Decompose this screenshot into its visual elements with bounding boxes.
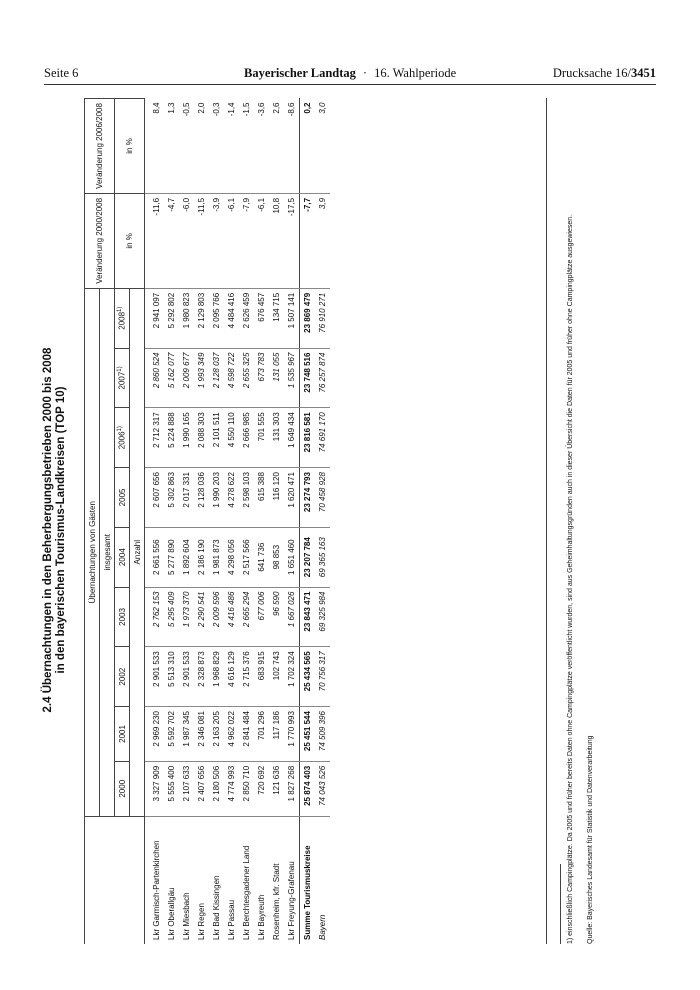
cell-2001: 5 592 702 bbox=[164, 707, 179, 762]
year-header: 2004 bbox=[115, 527, 130, 587]
cell-2003: 4 416 486 bbox=[224, 587, 239, 647]
cell-2000: 74 043 526 bbox=[315, 761, 330, 816]
cell-2006: 74 691 170 bbox=[315, 408, 330, 468]
table-bottom-rule bbox=[546, 98, 547, 944]
cell-2003: 5 295 409 bbox=[164, 587, 179, 647]
cell-2008: 4 484 416 bbox=[224, 288, 239, 348]
cell-2003: 677 006 bbox=[254, 587, 269, 647]
unit-percent: in % bbox=[115, 99, 145, 194]
cell-change-2006-2008: -8,6 bbox=[284, 99, 300, 194]
year-header-text: 2006 bbox=[117, 431, 127, 450]
table-row bbox=[209, 99, 224, 945]
cell-2000: 25 874 403 bbox=[300, 761, 316, 816]
year-header bbox=[115, 348, 130, 408]
cell-2007: 23 748 516 bbox=[300, 348, 316, 408]
cell-change-2000-2008: -7,9 bbox=[239, 193, 254, 288]
table-row bbox=[145, 99, 165, 945]
cell-change-2000-2008: -6,1 bbox=[224, 193, 239, 288]
cell-2007: 2 128 037 bbox=[209, 348, 224, 408]
year-header-text: 2008 bbox=[117, 311, 127, 330]
cell-2002: 683 915 bbox=[254, 647, 269, 707]
row-label: Lkr Garmisch-Partenkirchen bbox=[152, 840, 161, 940]
cell-2003: 23 843 471 bbox=[300, 587, 316, 647]
cell-2008: 676 457 bbox=[254, 288, 269, 348]
table-title bbox=[42, 96, 68, 964]
cell-2001: 1 770 993 bbox=[284, 707, 300, 762]
table-row bbox=[194, 99, 209, 945]
row-label: Summe Tourismuskreise bbox=[300, 816, 316, 944]
cell-2006: 701 555 bbox=[254, 408, 269, 468]
cell-change-2000-2008: -7,7 bbox=[300, 193, 316, 288]
cell-2001: 117 186 bbox=[269, 707, 284, 762]
year-header bbox=[115, 408, 130, 468]
table-row bbox=[239, 99, 254, 945]
cell-2003: 2 665 294 bbox=[239, 587, 254, 647]
row-label: Lkr Passau bbox=[227, 899, 236, 940]
cell-change-2000-2008: -4,7 bbox=[164, 193, 179, 288]
cell-change-2006-2008: 2,6 bbox=[269, 99, 284, 194]
cell-2004: 641 736 bbox=[254, 527, 269, 587]
statistics-table bbox=[84, 98, 330, 944]
cell-2005: 2 607 656 bbox=[145, 468, 165, 528]
rotated-table-area bbox=[40, 96, 660, 964]
cell-2007: 1 993 349 bbox=[194, 348, 209, 408]
footnote-marker: 1) bbox=[117, 426, 124, 432]
row-label: Lkr Oberallgäu bbox=[167, 887, 176, 940]
cell-change-2000-2008: -3,9 bbox=[209, 193, 224, 288]
cell-2006: 1 649 434 bbox=[284, 408, 300, 468]
cell-2008: 2 129 803 bbox=[194, 288, 209, 348]
cell-change-2000-2008: -6,0 bbox=[179, 193, 194, 288]
cell-2005: 1 990 203 bbox=[209, 468, 224, 528]
cell-2004: 1 981 873 bbox=[209, 527, 224, 587]
cell-2002: 2 901 533 bbox=[145, 647, 165, 707]
cell-2005: 2 017 331 bbox=[179, 468, 194, 528]
cell-2000: 4 774 993 bbox=[224, 761, 239, 816]
cell-2002: 2 715 376 bbox=[239, 647, 254, 707]
table-notes bbox=[560, 104, 597, 944]
cell-2004: 23 207 784 bbox=[300, 527, 316, 587]
cell-2003: 1 973 370 bbox=[179, 587, 194, 647]
source-note: Quelle: Bayerisches Landesamt für Statistik und Datenverarbeitung bbox=[587, 735, 594, 944]
cell-2001: 2 346 081 bbox=[194, 707, 209, 762]
cell-2007: 2 860 524 bbox=[145, 348, 165, 408]
unit-count: Anzahl bbox=[130, 288, 145, 816]
table-title-line1: 2.4 Übernachtungen in den Beherbergungsbetrieben 2000 bis 2008 bbox=[42, 347, 54, 713]
cell-2007: 2 009 677 bbox=[179, 348, 194, 408]
cell-2004: 98 853 bbox=[269, 527, 284, 587]
cell-2005: 2 128 036 bbox=[194, 468, 209, 528]
cell-2006: 5 224 888 bbox=[164, 408, 179, 468]
cell-2002: 2 901 533 bbox=[179, 647, 194, 707]
group-header: Übernachtungen von Gästen bbox=[85, 288, 100, 816]
table-row bbox=[179, 99, 194, 945]
cell-2000: 2 107 633 bbox=[179, 761, 194, 816]
cell-2004: 69 365 163 bbox=[315, 527, 330, 587]
cell-2006: 2 101 511 bbox=[209, 408, 224, 468]
cell-2005: 4 278 622 bbox=[224, 468, 239, 528]
cell-2001: 1 987 345 bbox=[179, 707, 194, 762]
cell-2005: 2 598 103 bbox=[239, 468, 254, 528]
cell-2008: 23 869 479 bbox=[300, 288, 316, 348]
cell-change-2000-2008: 3,9 bbox=[315, 193, 330, 288]
cell-2007: 673 783 bbox=[254, 348, 269, 408]
institution-name: Bayerischer Landtag bbox=[244, 66, 356, 80]
year-header: 2002 bbox=[115, 647, 130, 707]
cell-change-2006-2008: -0,3 bbox=[209, 99, 224, 194]
cell-2002: 1 702 324 bbox=[284, 647, 300, 707]
cell-2001: 701 296 bbox=[254, 707, 269, 762]
cell-2003: 2 290 541 bbox=[194, 587, 209, 647]
cell-2000: 5 555 400 bbox=[164, 761, 179, 816]
cell-change-2006-2008: -1,4 bbox=[224, 99, 239, 194]
year-header: 2000 bbox=[115, 761, 130, 816]
year-header-text: 2007 bbox=[117, 371, 127, 390]
cell-2008: 1 980 823 bbox=[179, 288, 194, 348]
cell-2002: 25 434 565 bbox=[300, 647, 316, 707]
cell-2007: 4 598 722 bbox=[224, 348, 239, 408]
row-label: Lkr Bad Kissingen bbox=[212, 875, 221, 940]
header-change-2006-2008: Veränderung 2006/2008 bbox=[85, 99, 115, 194]
cell-2003: 2 009 596 bbox=[209, 587, 224, 647]
cell-2002: 1 968 829 bbox=[209, 647, 224, 707]
cell-2005: 615 388 bbox=[254, 468, 269, 528]
cell-2007: 2 655 325 bbox=[239, 348, 254, 408]
cell-2004: 1 651 460 bbox=[284, 527, 300, 587]
cell-2003: 2 762 153 bbox=[145, 587, 165, 647]
cell-change-2006-2008: 2,0 bbox=[194, 99, 209, 194]
cell-change-2000-2008: -17,5 bbox=[284, 193, 300, 288]
cell-2008: 5 292 802 bbox=[164, 288, 179, 348]
cell-2001: 2 841 484 bbox=[239, 707, 254, 762]
row-label: Rosenheim, kfr. Stadt bbox=[272, 863, 281, 940]
legislative-period: 16. Wahlperiode bbox=[374, 66, 457, 80]
header-center bbox=[244, 66, 456, 81]
footnote-marker: 1) bbox=[117, 366, 124, 372]
cell-2007: 131 055 bbox=[269, 348, 284, 408]
table-row bbox=[164, 99, 179, 945]
cell-2002: 2 328 873 bbox=[194, 647, 209, 707]
cell-2007: 76 257 874 bbox=[315, 348, 330, 408]
cell-2006: 1 990 165 bbox=[179, 408, 194, 468]
cell-2000: 2 180 506 bbox=[209, 761, 224, 816]
header-rule bbox=[44, 84, 656, 85]
cell-2007: 5 162 077 bbox=[164, 348, 179, 408]
year-header: 2001 bbox=[115, 707, 130, 762]
cell-2006: 2 712 317 bbox=[145, 408, 165, 468]
cell-2002: 70 756 317 bbox=[315, 647, 330, 707]
cell-2002: 102 743 bbox=[269, 647, 284, 707]
cell-2005: 116 120 bbox=[269, 468, 284, 528]
cell-2001: 25 451 544 bbox=[300, 707, 316, 762]
cell-change-2000-2008: -11,6 bbox=[145, 193, 165, 288]
table-row bbox=[269, 99, 284, 945]
cell-2003: 1 667 026 bbox=[284, 587, 300, 647]
footnote-rule bbox=[560, 864, 561, 944]
cell-2008: 134 715 bbox=[269, 288, 284, 348]
table-row bbox=[284, 99, 300, 945]
cell-2004: 2 517 566 bbox=[239, 527, 254, 587]
cell-2006: 131 303 bbox=[269, 408, 284, 468]
year-header: 2003 bbox=[115, 587, 130, 647]
cell-2006: 2 088 303 bbox=[194, 408, 209, 468]
cell-change-2000-2008: 10,8 bbox=[269, 193, 284, 288]
header-change-2000-2008: Veränderung 2000/2008 bbox=[85, 193, 115, 288]
cell-change-2000-2008: -6,1 bbox=[254, 193, 269, 288]
document-number-value: 3451 bbox=[631, 66, 656, 80]
cell-2006: 4 550 110 bbox=[224, 408, 239, 468]
cell-change-2006-2008: 1,3 bbox=[164, 99, 179, 194]
cell-2001: 2 969 230 bbox=[145, 707, 165, 762]
year-header bbox=[115, 288, 130, 348]
row-label: Lkr Freyung-Grafenau bbox=[287, 861, 296, 940]
cell-2005: 70 458 928 bbox=[315, 468, 330, 528]
year-header: 2005 bbox=[115, 468, 130, 528]
footnote-text: 1) einschließlich Campingplätze. Da 2005 und früher bereits Daten ohne Campingplätze veröffentlicht wurden, sind aus Geheimhaltungsgründen auch in dieser Übersicht die Daten für 2005 und früher ohne Campingplätze ausgewiesen. bbox=[567, 214, 574, 944]
cell-change-2006-2008: 0,2 bbox=[300, 99, 316, 194]
cell-2002: 4 616 129 bbox=[224, 647, 239, 707]
cell-2000: 720 692 bbox=[254, 761, 269, 816]
cell-2001: 2 163 205 bbox=[209, 707, 224, 762]
cell-2000: 121 636 bbox=[269, 761, 284, 816]
cell-change-2006-2008: 3,0 bbox=[315, 99, 330, 194]
cell-2008: 2 095 766 bbox=[209, 288, 224, 348]
cell-2000: 1 827 268 bbox=[284, 761, 300, 816]
footnote-marker: 1) bbox=[117, 306, 124, 312]
document-prefix: Drucksache 16/ bbox=[552, 66, 631, 80]
cell-2008: 2 626 459 bbox=[239, 288, 254, 348]
row-label: Lkr Regen bbox=[197, 903, 206, 940]
cell-2004: 2 661 556 bbox=[145, 527, 165, 587]
bavaria-row bbox=[315, 99, 330, 945]
cell-2001: 74 509 396 bbox=[315, 707, 330, 762]
cell-2004: 5 277 890 bbox=[164, 527, 179, 587]
cell-change-2006-2008: -3,6 bbox=[254, 99, 269, 194]
page-number: Seite 6 bbox=[44, 66, 79, 80]
unit-percent: in % bbox=[115, 193, 145, 288]
cell-2000: 3 327 909 bbox=[145, 761, 165, 816]
cell-2002: 5 513 310 bbox=[164, 647, 179, 707]
row-label: Bayern bbox=[318, 914, 327, 940]
cell-2006: 23 816 581 bbox=[300, 408, 316, 468]
table-row bbox=[254, 99, 269, 945]
cell-change-2006-2008: -0,5 bbox=[179, 99, 194, 194]
row-label: Lkr Bayreuth bbox=[257, 894, 266, 940]
cell-2006: 2 666 985 bbox=[239, 408, 254, 468]
cell-2004: 1 892 604 bbox=[179, 527, 194, 587]
cell-2008: 76 910 271 bbox=[315, 288, 330, 348]
sub-header-total: insgesamt bbox=[100, 288, 115, 816]
table-title-line2: in den bayerischen Tourismus-Landkreisen (TOP 10) bbox=[55, 386, 67, 674]
row-label: Lkr Miesbach bbox=[182, 892, 191, 940]
cell-2000: 2 850 710 bbox=[239, 761, 254, 816]
cell-2005: 5 302 863 bbox=[164, 468, 179, 528]
table-row bbox=[224, 99, 239, 945]
header-separator: · bbox=[362, 66, 368, 80]
cell-2005: 23 274 793 bbox=[300, 468, 316, 528]
cell-change-2006-2008: -1,5 bbox=[239, 99, 254, 194]
row-label: Lkr Berchtesgadener Land bbox=[242, 845, 251, 940]
sum-row bbox=[300, 99, 316, 945]
cell-change-2006-2008: 8,4 bbox=[145, 99, 165, 194]
stub-header bbox=[85, 816, 145, 944]
cell-2000: 2 407 656 bbox=[194, 761, 209, 816]
cell-2001: 4 962 022 bbox=[224, 707, 239, 762]
cell-2004: 2 186 190 bbox=[194, 527, 209, 587]
cell-2008: 1 507 141 bbox=[284, 288, 300, 348]
cell-2003: 96 590 bbox=[269, 587, 284, 647]
cell-2007: 1 535 967 bbox=[284, 348, 300, 408]
cell-2004: 4 298 056 bbox=[224, 527, 239, 587]
cell-2005: 1 620 471 bbox=[284, 468, 300, 528]
page-header bbox=[44, 66, 656, 84]
cell-change-2000-2008: -11,5 bbox=[194, 193, 209, 288]
document-number bbox=[553, 66, 656, 81]
cell-2003: 69 325 984 bbox=[315, 587, 330, 647]
cell-2008: 2 941 097 bbox=[145, 288, 165, 348]
